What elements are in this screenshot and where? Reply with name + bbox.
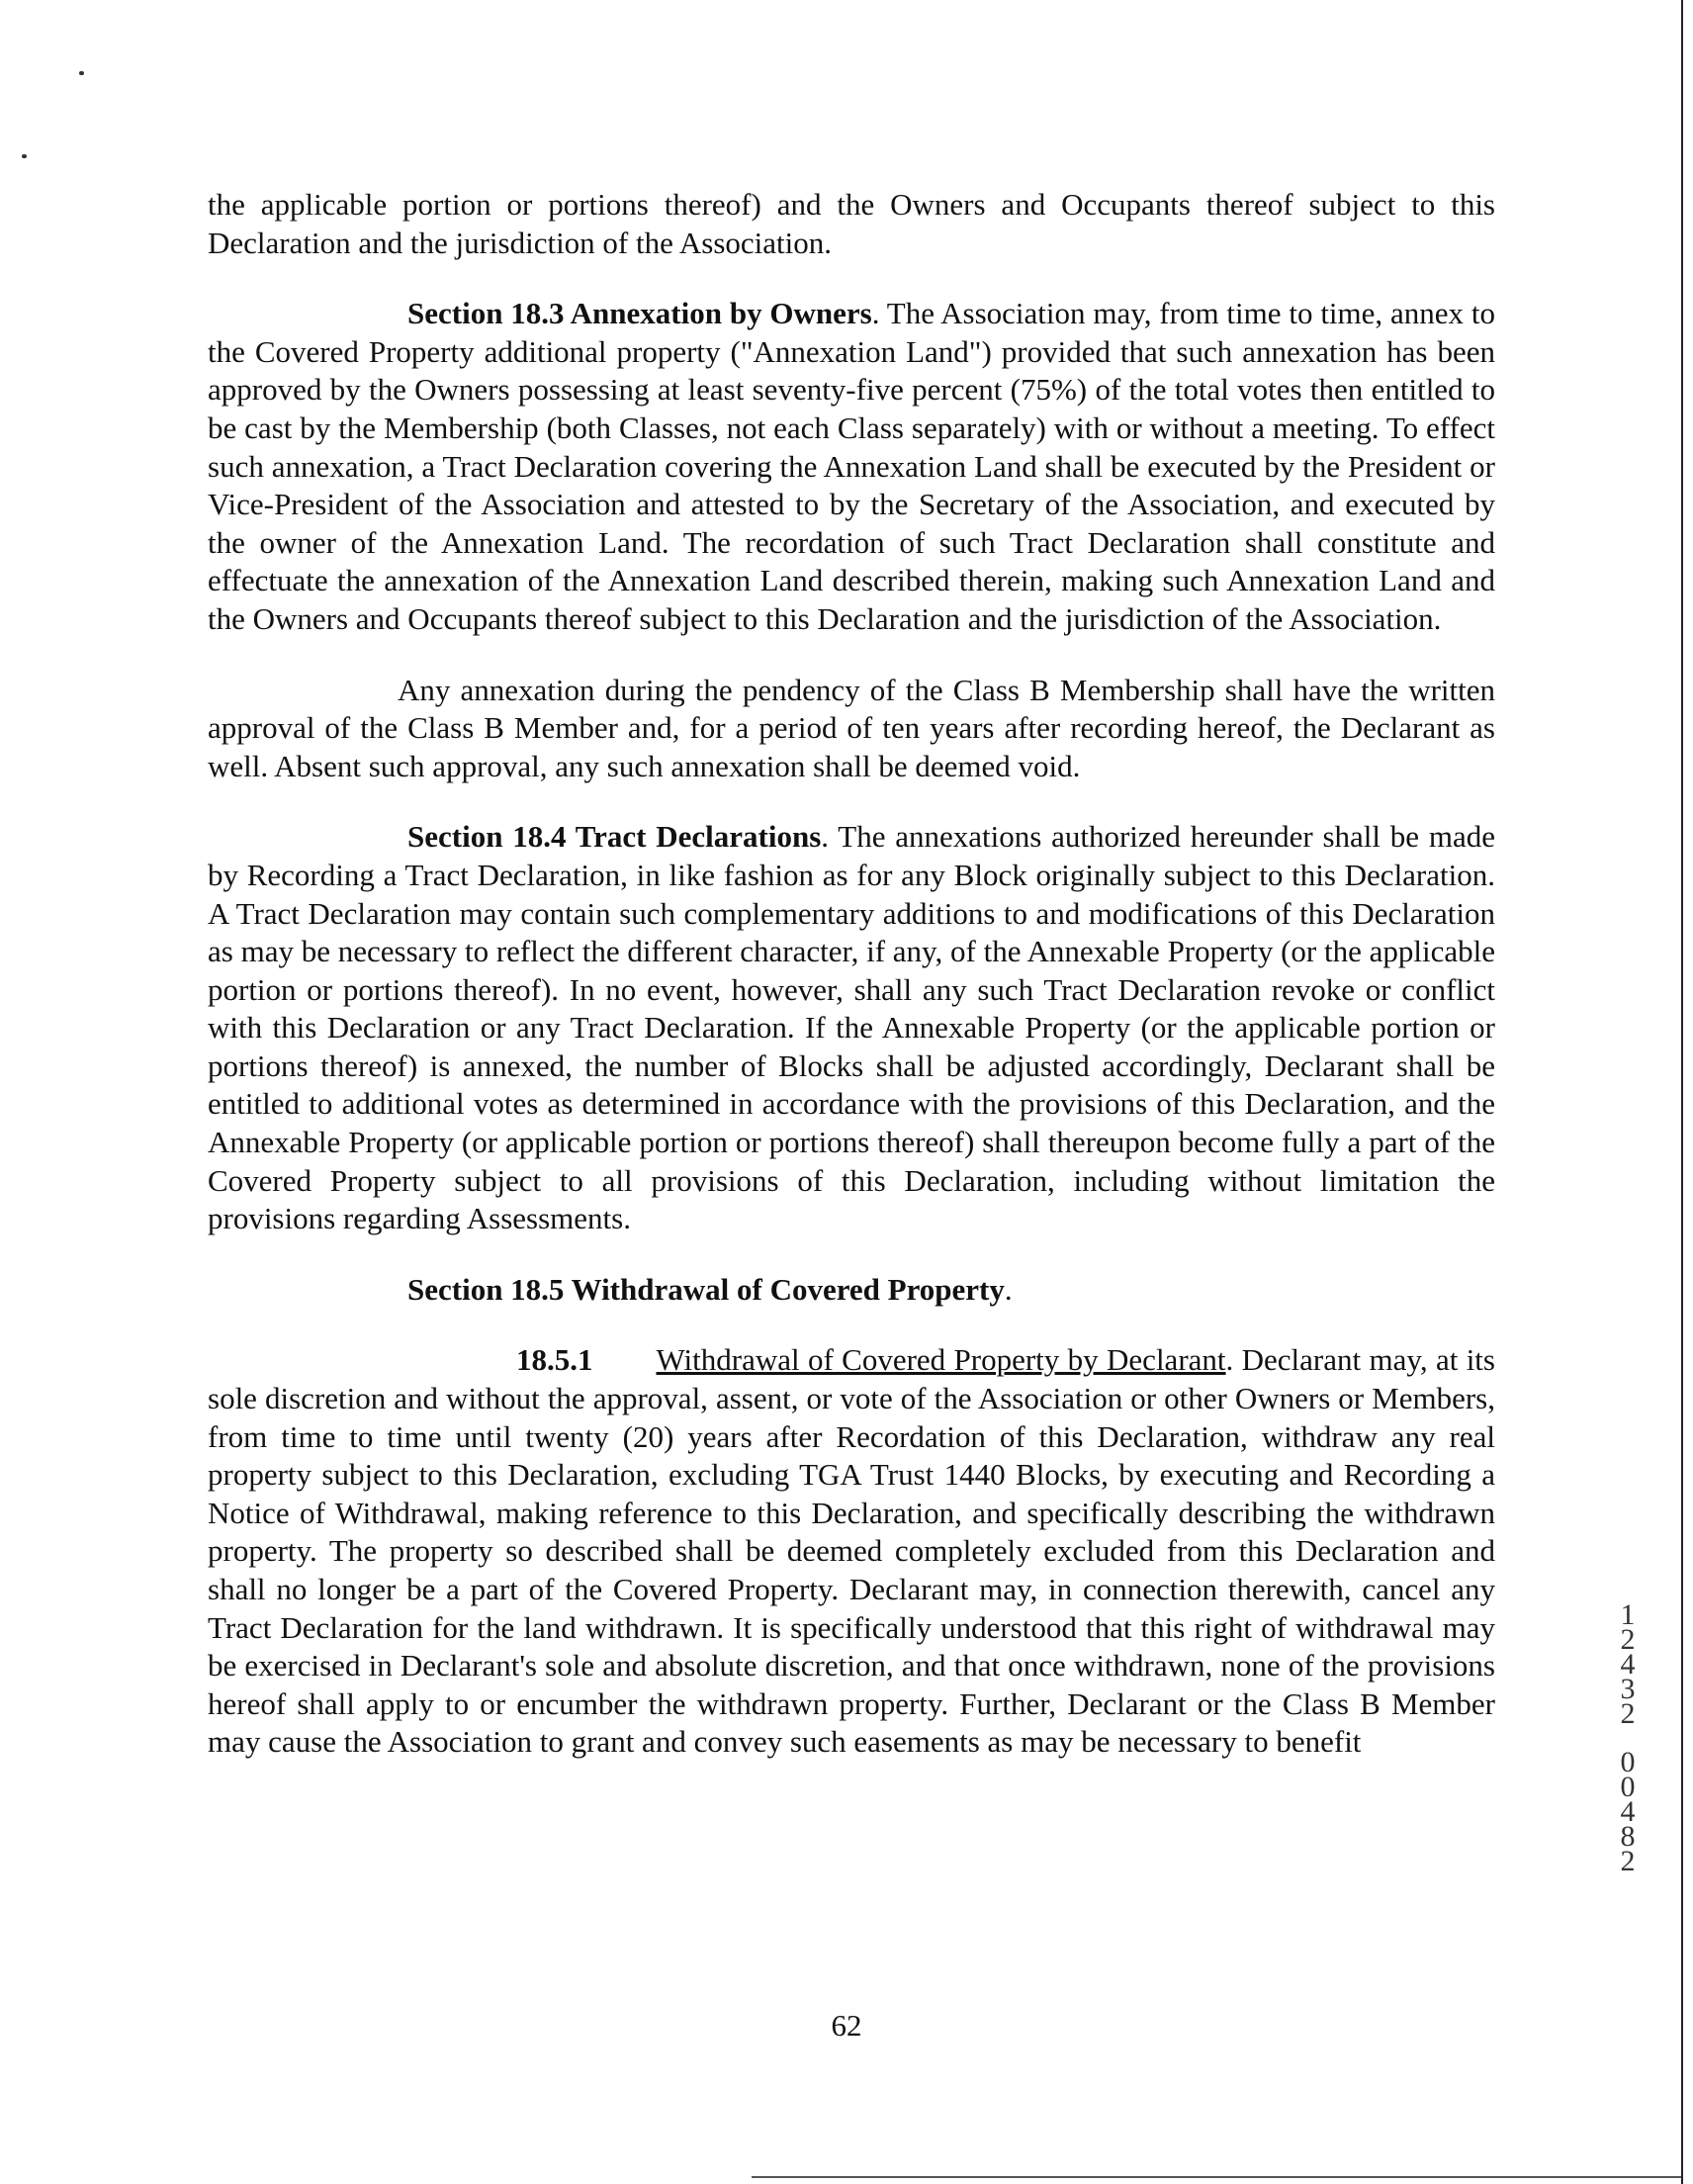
subsection-18-5-1 [208, 1341, 1495, 1762]
stamp-digit: 2 [1620, 1697, 1636, 1730]
page-number: 62 [831, 2008, 862, 2043]
section-18-5-heading: Section 18.5 Withdrawal of Covered Property [407, 1271, 1005, 1307]
subsection-18-5-1-title: Withdrawal of Covered Property by Declarant [656, 1342, 1226, 1378]
page-edge-line [1681, 0, 1683, 2184]
stamp-digit: 8 [1620, 1820, 1636, 1853]
stamp-digit: 3 [1620, 1673, 1636, 1705]
stamp-digit: 2 [1620, 1623, 1636, 1656]
section-18-3-heading: Section 18.3 Annexation by Owners [407, 296, 872, 331]
document-body [208, 186, 1495, 1762]
recording-stamp [1608, 1598, 1648, 1897]
stamp-digit: 4 [1620, 1648, 1636, 1681]
section-18-4 [208, 818, 1495, 1238]
scan-speck [79, 71, 84, 75]
stamp-digit: 2 [1620, 1845, 1636, 1877]
stamp-digit: 0 [1620, 1746, 1636, 1778]
recording-stamp-group-1 [1608, 1598, 1648, 1730]
recording-stamp-group-2 [1608, 1746, 1648, 1877]
stamp-digit: 1 [1620, 1598, 1636, 1631]
section-18-5-tail: . [1004, 1271, 1013, 1307]
paragraph-continuation: the applicable portion or portions thereof) and the Owners and Occupants thereof subject to this Declaration and the jurisdiction of the Association. [208, 187, 1495, 260]
stamp-digit: 0 [1620, 1771, 1636, 1803]
scan-speck [22, 154, 27, 158]
subsection-18-5-1-text: . Declarant may, at its sole discretion and without the approval, assent, or vote of the Association or other Owners or Members, from time to time until twenty (20) years after Recordation of this Declaration, withdraw any real property subject to this Declaration, excluding TGA Trust 1440 Blocks, by executing and Recording a Notice of Withdrawal, making reference to this Declaration, and specifically describing the withdrawn property. The property so described shall be deemed completely excluded from this Declaration and shall no longer be a part of the Covered Property. Declarant may, in connection therewith, cancel any Tract Declaration for the land withdrawn. It is specifically understood that this right of withdrawal may be exercised in Declarant's sole and absolute discretion, and that once withdrawn, none of the provisions hereof shall apply to or encumber the withdrawn property. Further, Declarant or the Class B Member may cause the Association to grant and convey such easements as may be necessary to benefit [208, 1342, 1495, 1760]
section-18-3 [208, 295, 1495, 638]
annexation-approval-paragraph: Any annexation during the pendency of the Class B Membership shall have the written approval of the Class B Member and, for a period of ten years after recording hereof, the Declarant as well. Absent such approval, any such annexation shall be deemed void. [208, 672, 1495, 783]
section-18-4-text: . The annexations authorized hereunder shall be made by Recording a Tract Declaration, in like fashion as for any Block originally subject to this Declaration. A Tract Declaration may contain such complementary additions to and modifications of this Declaration as may be necessary to reflect the different character, if any, of the Annexable Property (or the applicable portion or portions thereof). In no event, however, shall any such Tract Declaration revoke or conflict with this Declaration or any Tract Declaration. If the Annexable Property (or the applicable portion or portions thereof) is annexed, the number of Blocks shall be adjusted accordingly, Declarant shall be entitled to additional votes as determined in accordance with the provisions of this Declaration, and the Annexable Property (or applicable portion or portions thereof) shall thereupon become fully a part of the Covered Property subject to all provisions of this Declaration, including without limitation the provisions regarding Assessments. [208, 819, 1495, 1236]
page-bottom-edge-line [752, 2176, 1681, 2178]
stamp-digit: 4 [1620, 1795, 1636, 1828]
section-18-5 [208, 1271, 1495, 1310]
section-18-3-text: . The Association may, from time to time, annex to the Covered Property additional property ("Annexation Land") provided that such annexation has been approved by the Owners possessing at least seventy-five percent (75%) of the total votes then entitled to be cast by the Membership (both Classes, not each Class separately) with or without a meeting. To effect such annexation, a Tract Declaration covering the Annexation Land shall be executed by the President or Vice-President of the Association and attested to by the Secretary of the Association, and executed by the owner of the Annexation Land. The recordation of such Tract Declaration shall constitute and effectuate the annexation of the Annexation Land described therein, making such Annexation Land and the Owners and Occupants thereof subject to this Declaration and the jurisdiction of the Association. [208, 296, 1495, 636]
subsection-18-5-1-number: 18.5.1 [516, 1342, 593, 1378]
section-18-4-heading: Section 18.4 Tract Declarations [407, 819, 822, 855]
